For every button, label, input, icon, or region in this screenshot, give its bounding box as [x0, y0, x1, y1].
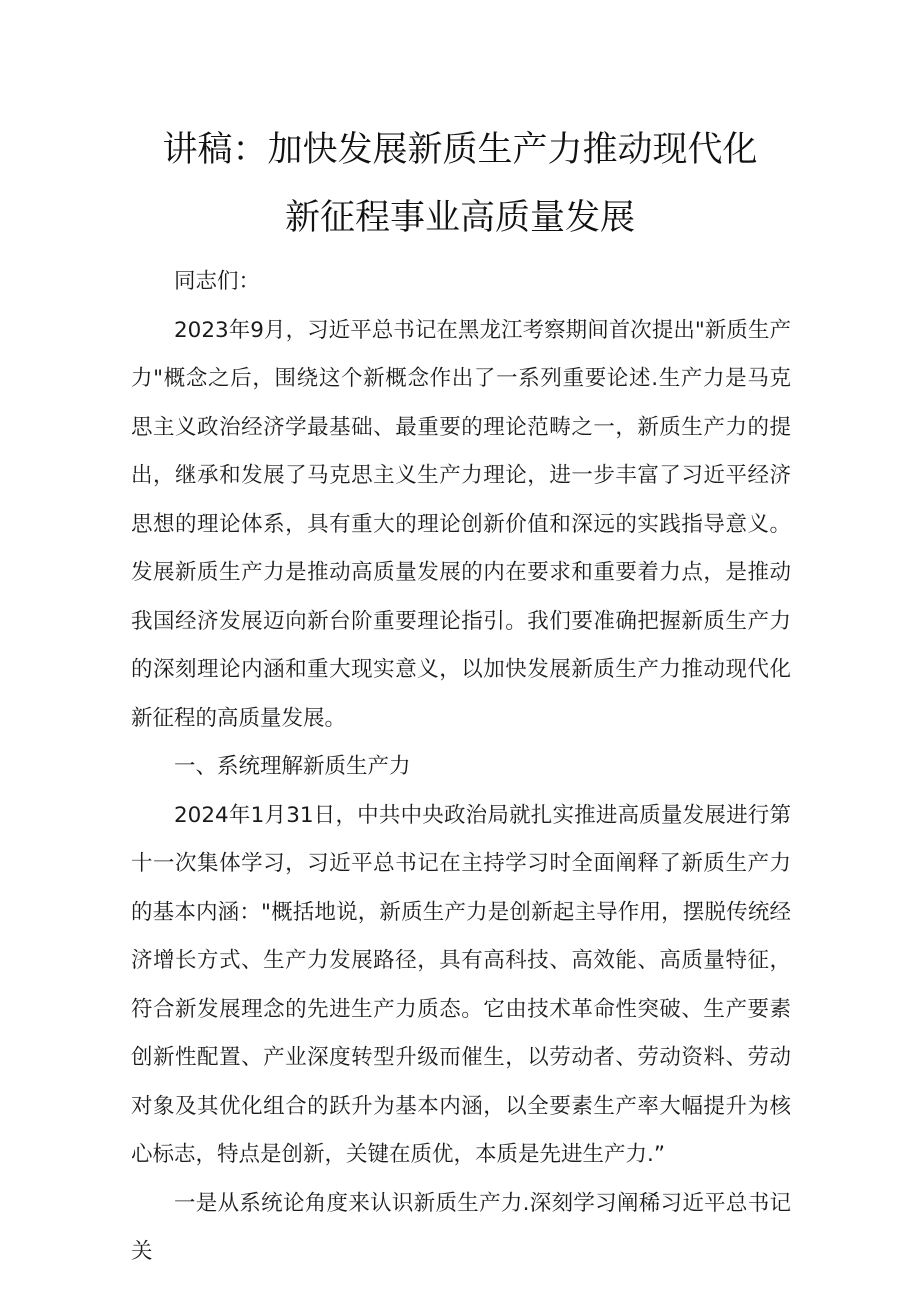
document-title-line-1: 讲稿：加快发展新质生产力推动现代化 [162, 130, 758, 170]
section-heading: 一、系统理解新质生产力 [174, 754, 411, 779]
paragraph-intro: 2023年9月，习近平总书记在黑龙江考察期间首次提出"新质生产力"概念之后，围绕这个新概念作出了一系列重要论述.生产力是马克思主义政治经济学最基础、最重要的理论范畴之一，新质生产力的提出，继承和发展了马克思主义生产力理论，进一步丰富了习近平经济思想的理论体系，具有重大的理论创新价值和深远的实践指导意义。发展新质生产力是推动高质量发展的内在要求和重要着力点，是推动我国经济发展迈向新台阶重要理论指引。我们要准确把握新质生产力的深刻理论内涵和重大现实意义，以加快发展新质生产力推动现代化新征程的高质量发展。 [131, 317, 791, 731]
paragraph-definition: 2024年1月31日，中共中央政治局就扎实推进高质量发展进行第十一次集体学习，习近平总书记在主持学习时全面阐释了新质生产力的基本内涵："概括地说，新质生产力是创新起主导作用，摆脱传统经济增长方式、生产力发展路径，具有高科技、高效能、高质量特征，符合新发展理念的先进生产力质态。它由技术革命性突破、生产要素创新性配置、产业深度转型升级而催生，以劳动者、劳动资料、劳动对象及其优化组合的跃升为基本内涵，以全要素生产率大幅提升为核心标志，特点是创新，关键在质优，本质是先进生产力.” [131, 802, 791, 1167]
salutation: 同志们： [174, 269, 261, 294]
document-title-line-2: 新征程事业高质量发展 [284, 198, 635, 238]
document-body [131, 258, 791, 1277]
paragraph-point-one: 一是从系统论角度来认识新质生产力.深刻学习阐稀习近平总书记关 [131, 1190, 791, 1264]
